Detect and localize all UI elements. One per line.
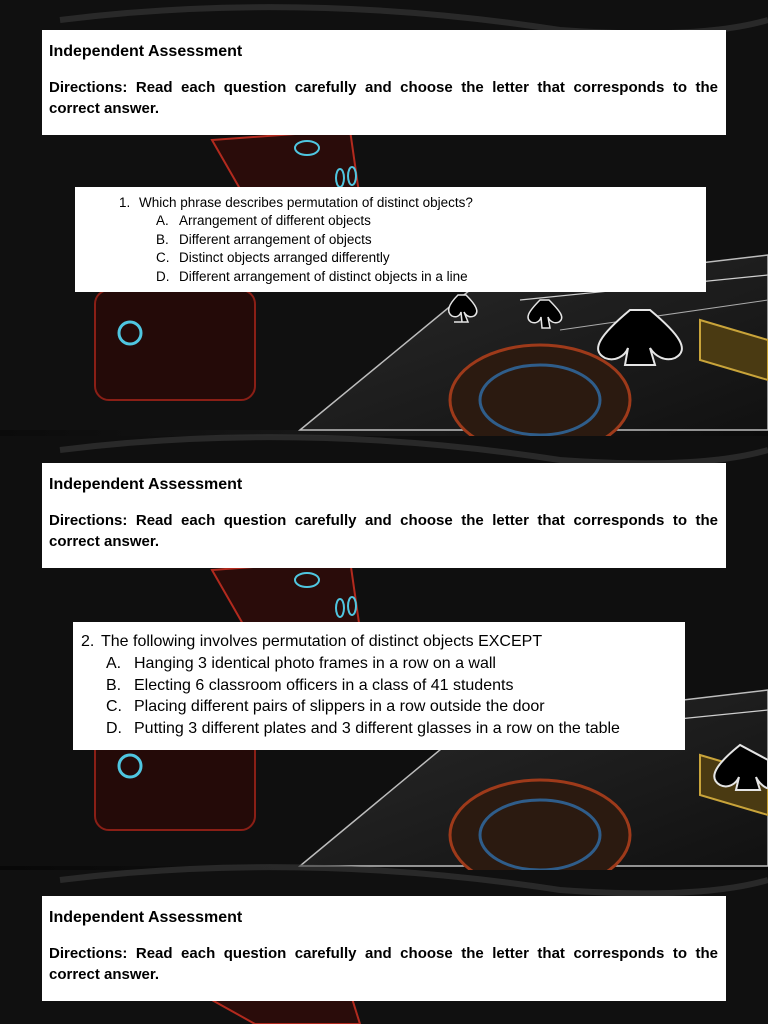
choice-letter: C. [156, 250, 170, 265]
choice-text: Putting 3 different plates and 3 different glasses in a row on the table [134, 719, 620, 737]
choice-text: Different arrangement of objects [179, 231, 372, 247]
header-card [42, 463, 726, 568]
section-title: Independent Assessment [49, 43, 243, 60]
question-text: The following involves permutation of distinct objects EXCEPT [101, 633, 543, 650]
question-text: Which phrase describes permutation of distinct objects? [139, 195, 473, 210]
question-number: 1. [119, 195, 131, 210]
choice-letter: B. [106, 676, 122, 694]
choice-item[interactable] [156, 249, 706, 268]
choice-item[interactable] [106, 718, 685, 740]
choice-letter: D. [156, 268, 170, 284]
choice-text: Hanging 3 identical photo frames in a row on a wall [134, 655, 496, 672]
directions-text: Directions: Read each question carefully and choose the letter that corresponds to the correct answer. [49, 79, 718, 117]
header-card [42, 896, 726, 1001]
choice-text: Distinct objects arranged differently [179, 250, 390, 265]
choice-list [119, 212, 706, 286]
question-number: 2. [81, 633, 95, 650]
choice-letter: D. [106, 719, 122, 737]
directions-text: Directions: Read each question carefully and choose the letter that corresponds to the correct answer. [49, 945, 718, 983]
question-stem [81, 631, 685, 653]
choice-item[interactable] [156, 231, 706, 250]
choice-letter: A. [156, 213, 169, 228]
choice-text: Placing different pairs of slippers in a row outside the door [134, 698, 545, 715]
choice-text: Different arrangement of distinct objects in a line [179, 268, 468, 284]
question-card [73, 622, 685, 750]
choice-letter: C. [106, 698, 122, 715]
header-card [42, 30, 726, 135]
choice-item[interactable] [156, 268, 706, 287]
choice-letter: B. [156, 231, 169, 247]
directions-text: Directions: Read each question carefully and choose the letter that corresponds to the correct answer. [49, 512, 718, 550]
section-title: Independent Assessment [49, 909, 243, 926]
choice-item[interactable] [156, 212, 706, 231]
choice-item[interactable] [106, 696, 685, 718]
choice-item[interactable] [106, 675, 685, 697]
question-card [75, 187, 706, 292]
section-title: Independent Assessment [49, 476, 243, 493]
choice-letter: A. [106, 655, 122, 672]
choice-text: Arrangement of different objects [179, 213, 371, 228]
choice-list [81, 653, 685, 739]
choice-item[interactable] [106, 653, 685, 675]
question-stem [119, 193, 706, 212]
choice-text: Electing 6 classroom officers in a class of 41 students [134, 676, 514, 694]
